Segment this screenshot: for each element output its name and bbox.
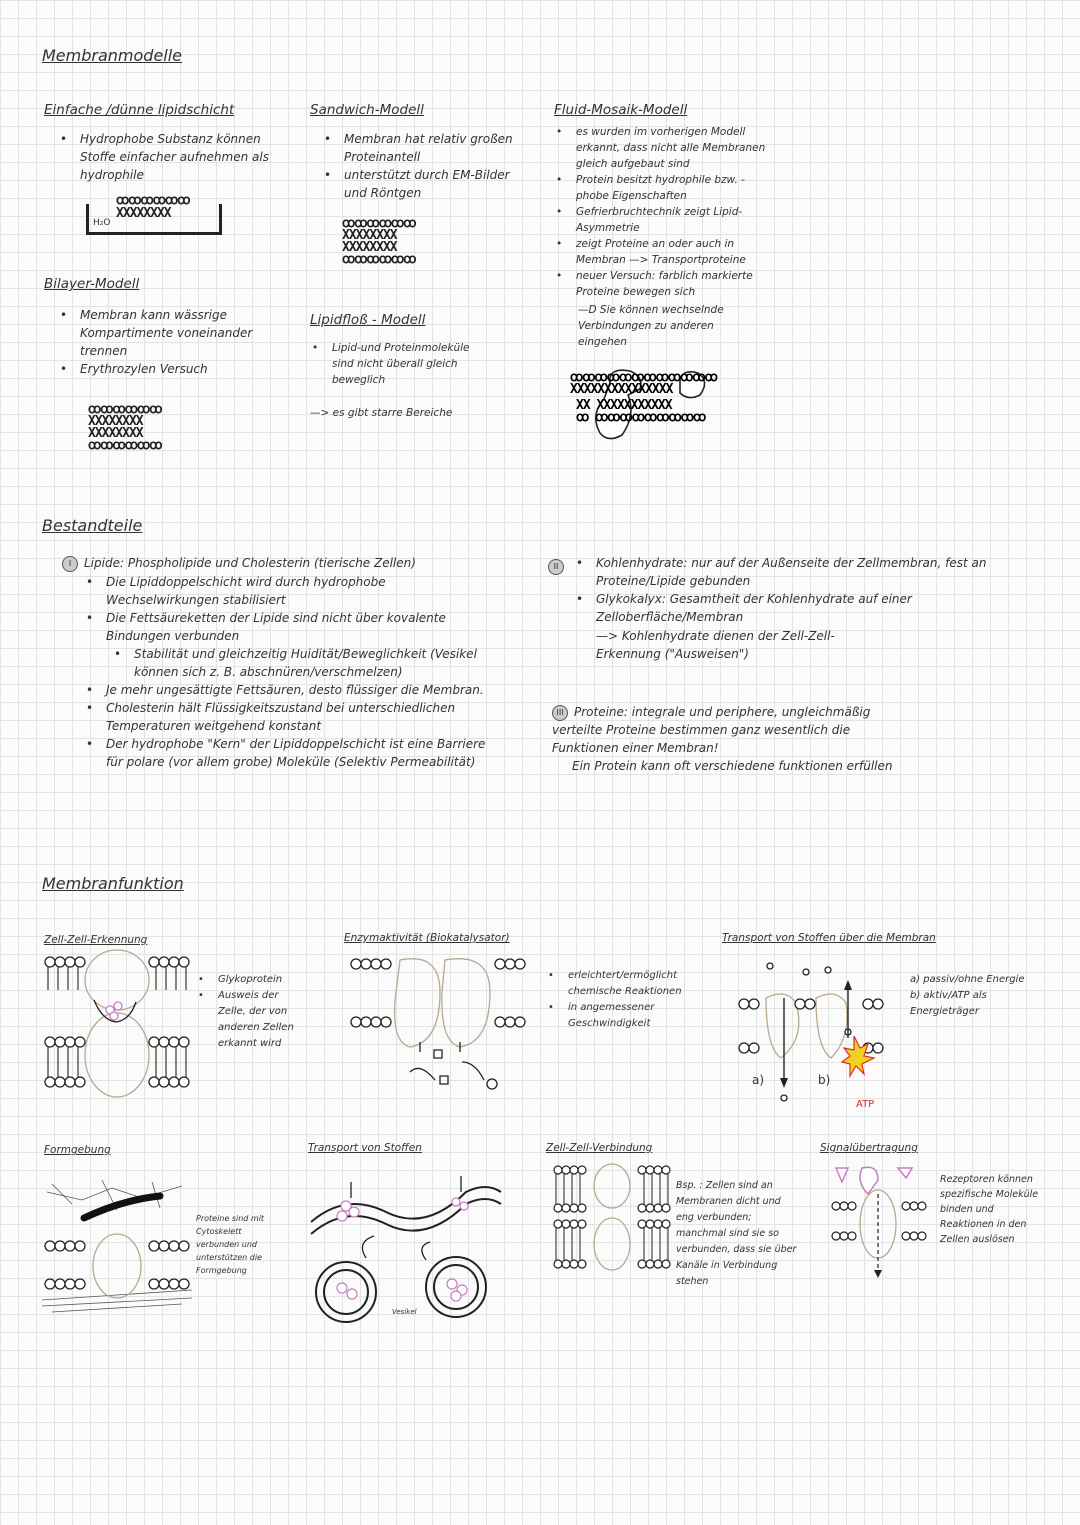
enzym-bullet: • erleichtert/ermöglicht chemische Reaktionen bbox=[546, 968, 686, 1000]
fluid-arrow-note: —D Sie können wechselnde Verbindungen zu anderen eingehen bbox=[578, 304, 724, 348]
transport-note-b: b) aktiv/ATP als Energieträger bbox=[910, 990, 987, 1017]
transport-stoffe-title: Transport von Stoffen bbox=[308, 1142, 422, 1154]
lipide-points bbox=[84, 573, 494, 771]
transport-note-a: a) passiv/ohne Energie bbox=[910, 974, 1025, 985]
bilayer-heading: Bilayer-Modell bbox=[44, 276, 140, 292]
einfach-heading: Einfache /dünne lipidschicht bbox=[44, 102, 235, 118]
bilayer-diagram: ꝏꝏꝏꝏꝏꝏ XXXXXXXX XXXXXXXX ꝏꝏꝏꝏꝏꝏ bbox=[88, 402, 162, 453]
lipid-monolayer: ꝏꝏꝏꝏꝏꝏ XXXXXXXX bbox=[116, 193, 190, 221]
sandwich-heading: Sandwich-Modell bbox=[310, 102, 424, 118]
lipidflob-list bbox=[310, 340, 480, 388]
bilayer-bullet: • Erythrozylen Versuch bbox=[58, 360, 268, 378]
lipidflob-bullet: • Lipid-und Proteinmoleküle sind nicht überall gleich beweglich bbox=[310, 340, 480, 388]
sandwich-bullet: • unterstützt durch EM-Bilder und Röntgen bbox=[322, 166, 522, 202]
fluid-bullet: • Protein besitzt hydrophile bzw. -phobe Eigenschaften bbox=[554, 172, 774, 204]
fluid-bullet: • Gefrierbruchtechnik zeigt Lipid-Asymmetrie bbox=[554, 204, 774, 236]
lipide-title-text: Lipide: Phospholipide und Cholesterin (tierische Zellen) bbox=[84, 556, 416, 570]
einfach-bullet: • Hydrophobe Substanz können Stoffe einfacher aufnehmen als hydrophile bbox=[58, 130, 278, 184]
bilayer-list bbox=[58, 306, 268, 378]
sandwich-bullet: • Membran hat relativ großen Proteinantell bbox=[322, 130, 522, 166]
proteine-text: Proteine: integrale und periphere, ungleichmäßig verteilte Proteine bestimmen ganz wesentlich die Funktionen einer Membran! bbox=[552, 705, 871, 755]
kohlenhydrate-list bbox=[574, 554, 994, 626]
kohlenhydrate-point: • Kohlenhydrate: nur auf der Außenseite der Zellmembran, fest an Proteine/Lipide gebunden bbox=[574, 554, 994, 590]
bilayer-bullet: • Membran kann wässrige Kompartimente voneinander trennen bbox=[58, 306, 268, 360]
membranfunktion-heading: Membranfunktion bbox=[42, 874, 184, 893]
lipide-point: • Der hydrophobe "Kern" der Lipiddoppelschicht ist eine Barriere für polare (vor allem grobe) Moleküle (Selektiv Permeabilität) bbox=[84, 735, 494, 771]
roman-marker-1: I bbox=[62, 556, 78, 572]
lipidflob-arrow-note: —> es gibt starre Bereiche bbox=[310, 407, 453, 419]
svg-text:XX XXXXXXXXXXX: XX XXXXXXXXXXX bbox=[576, 398, 672, 413]
svg-text:ꝏ ꝏꝏꝏꝏꝏꝏꝏꝏꝏ: ꝏ ꝏꝏꝏꝏꝏꝏꝏꝏꝏ bbox=[576, 410, 706, 425]
sandwich-diagram: ꝏꝏꝏꝏꝏꝏ XXXXXXXX XXXXXXXX ꝏꝏꝏꝏꝏꝏ bbox=[342, 216, 416, 267]
roman-marker-2: II bbox=[548, 556, 570, 575]
fluid-bullet: • es wurden im vorherigen Modell erkannt, dass nicht alle Membranen gleich aufgebaut sind bbox=[554, 124, 774, 172]
lipide-point: • Je mehr ungesättigte Fettsäuren, desto flüssiger die Membran. bbox=[84, 681, 494, 699]
transport-label-a: a) bbox=[752, 1073, 765, 1087]
zell-erkennung-diagram bbox=[42, 950, 192, 1100]
signal-diagram bbox=[826, 1164, 936, 1284]
formgebung-title: Formgebung bbox=[44, 1144, 111, 1156]
enzym-diagram bbox=[350, 952, 530, 1092]
kohlenhydrate-point: • Glykokalyx: Gesamtheit der Kohlenhydrate auf einer Zelloberfläche/Membran bbox=[574, 590, 994, 626]
zell-erkennung-list bbox=[196, 972, 306, 1052]
enzym-list bbox=[546, 968, 686, 1032]
bestandteile-heading: Bestandteile bbox=[42, 516, 143, 535]
signal-title: Signalübertragung bbox=[820, 1142, 918, 1154]
svg-text:ꝏꝏꝏꝏꝏꝏꝏꝏꝏꝏꝏꝏ: ꝏꝏꝏꝏꝏꝏꝏꝏꝏꝏꝏꝏ bbox=[570, 370, 717, 385]
zell-verbindung-title: Zell-Zell-Verbindung bbox=[546, 1142, 653, 1154]
fluid-mosaic-diagram bbox=[570, 365, 740, 445]
zell-verbindung-diagram bbox=[552, 1164, 672, 1274]
proteine-block bbox=[552, 703, 912, 775]
transport-label-b: b) bbox=[818, 1073, 831, 1087]
roman-marker-3: III bbox=[552, 705, 568, 721]
vesikel-label: Vesikel bbox=[392, 1308, 417, 1316]
fluid-bullet: • zeigt Proteine an oder auch in Membran —> Transportproteine bbox=[554, 236, 774, 268]
fluid-bullet: • neuer Versuch: farblich markierte Proteine bewegen sich bbox=[554, 268, 774, 300]
formgebung-diagram bbox=[42, 1180, 192, 1320]
lipide-point: • Die Lipiddoppelschicht wird durch hydrophobe Wechselwirkungen stabilisiert bbox=[84, 573, 494, 609]
fluid-heading: Fluid-Mosaik-Modell bbox=[554, 102, 688, 118]
transport-membran-title: Transport von Stoffen über die Membran bbox=[722, 932, 936, 944]
fluid-list bbox=[554, 124, 774, 300]
einfach-list bbox=[58, 130, 278, 184]
atp-label: ATP bbox=[856, 1099, 875, 1110]
proteine-extra: Ein Protein kann oft verschiedene funktionen erfüllen bbox=[572, 759, 893, 773]
lipidflob-heading: Lipidfloß - Modell bbox=[310, 312, 426, 328]
sandwich-list bbox=[322, 130, 522, 202]
lipide-title bbox=[62, 554, 502, 572]
water-label: H₂O bbox=[93, 218, 111, 228]
enzym-bullet: • in angemessener Geschwindigkeit bbox=[546, 1000, 686, 1032]
kohlenhydrate-arrow-note: —> Kohlenhydrate dienen der Zell-Zell-Erkennung ("Ausweisen") bbox=[596, 629, 835, 661]
svg-text:XXXXXXXXXXXXXXX: XXXXXXXXXXXXXXX bbox=[570, 382, 673, 397]
zell-erkennung-title: Zell-Zell-Erkennung bbox=[44, 934, 148, 946]
transport-notes bbox=[910, 972, 1040, 1020]
page-title: Membranmodelle bbox=[42, 46, 183, 65]
lipide-point: • Cholesterin hält Flüssigkeitszustand bei unterschiedlichen Temperaturen weitgehend konstant bbox=[84, 699, 494, 735]
lipide-point: • Die Fettsäureketten der Lipide sind nicht über kovalente Bindungen verbunden bbox=[84, 609, 494, 645]
enzym-title: Enzymaktivität (Biokatalysator) bbox=[344, 932, 510, 944]
zell-erkennung-bullet: • Ausweis der Zelle, der von anderen Zellen erkannt wird bbox=[196, 988, 306, 1052]
signal-text: Rezeptoren können spezifische Moleküle binden und Reaktionen in den Zellen auslösen bbox=[940, 1174, 1039, 1245]
zell-verbindung-text: Bsp. : Zellen sind an Membranen dicht und eng verbunden; manchmal sind sie so verbunden, dass sie über Kanäle in Verbindung stehen bbox=[676, 1180, 797, 1287]
formgebung-text: Proteine sind mit Cytoskelett verbunden und unterstützen die Formgebung bbox=[196, 1214, 265, 1275]
zell-erkennung-bullet: • Glykoprotein bbox=[196, 972, 306, 988]
lipide-subpoint: • Stabilität und gleichzeitig Huidität/Beweglichkeit (Vesikel können sich z. B. abschnüren/verschmelzen) bbox=[84, 645, 494, 681]
